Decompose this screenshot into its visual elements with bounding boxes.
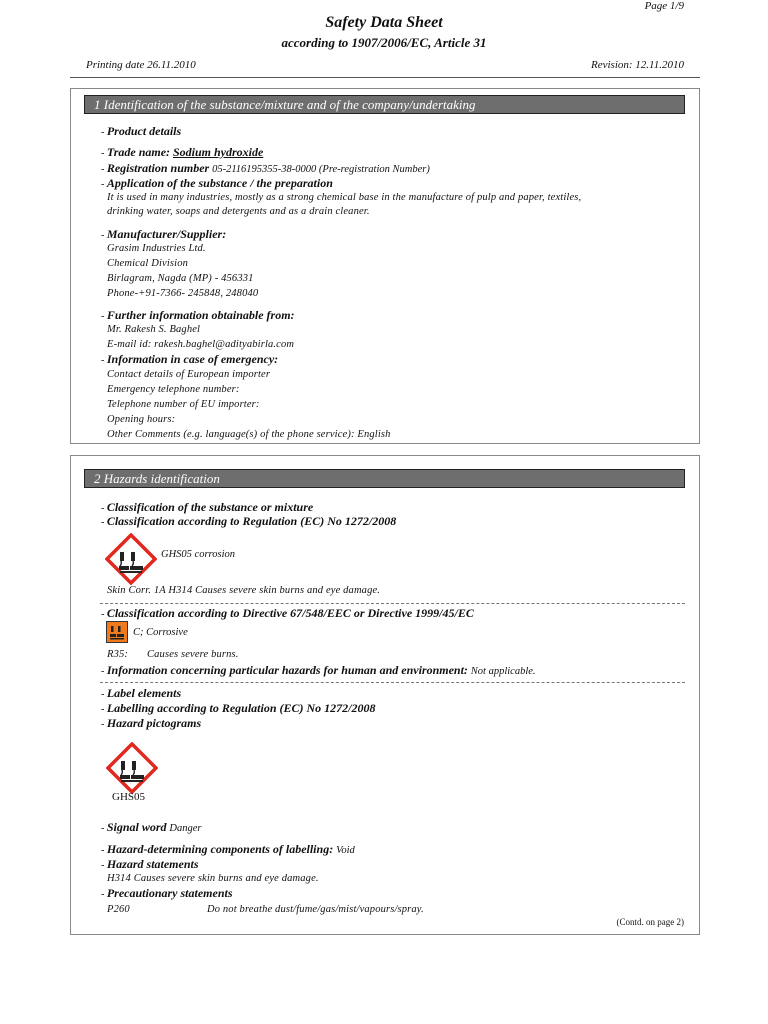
- hazard-statements-line: - Hazard statements: [101, 857, 199, 871]
- further-info-line-2: E-mail id: rakesh.baghel@adityabirla.com: [107, 339, 295, 350]
- ghs05-caption: GHS05 corrosion: [161, 549, 235, 560]
- classification-reg-label: Classification according to Regulation (EC) No 1272/2008: [106, 514, 397, 528]
- hazard-statements-text: H314 Causes severe skin burns and eye damage.: [107, 873, 319, 884]
- product-details-label: Product details: [106, 124, 182, 138]
- manufacturer-line-4: Phone-+91-7366- 245848, 248040: [107, 288, 259, 299]
- application-line: - Application of the substance / the preparation: [101, 176, 333, 190]
- hazard-statements-label: Hazard statements: [106, 857, 199, 871]
- particular-hazards-value: Not applicable.: [470, 666, 536, 677]
- page-number: Page 1/9: [644, 0, 684, 12]
- emergency-line-3: Telephone number of EU importer:: [107, 399, 260, 410]
- emergency-line-1: Contact details of European importer: [107, 369, 271, 380]
- particular-hazards-label: Information concerning particular hazards for human and environment:: [106, 663, 468, 677]
- precautionary-line: - Precautionary statements: [101, 886, 233, 900]
- skin-corr-line: Skin Corr. 1A H314 Causes severe skin burns and eye damage.: [107, 585, 381, 596]
- p260-code: P260: [107, 904, 130, 915]
- registration-line: - Registration number 05-2116195355-38-0000 (Pre-registration Number): [101, 161, 430, 175]
- classification-reg-line: - Classification according to Regulation (EC) No 1272/2008: [101, 514, 397, 528]
- labelling-reg-line: - Labelling according to Regulation (EC) No 1272/2008: [101, 701, 376, 715]
- hazard-pictograms-label: Hazard pictograms: [106, 716, 202, 730]
- registration-label: Registration number: [106, 161, 210, 175]
- emergency-line-5: Other Comments (e.g. language(s) of the phone service): English: [107, 429, 391, 440]
- r35-text: Causes severe burns.: [147, 649, 239, 660]
- header-rule: [70, 77, 700, 78]
- corrosive-caption: C; Corrosive: [133, 627, 188, 638]
- classification-line: - Classification of the substance or mixture: [101, 500, 314, 514]
- hazard-components-value: Void: [336, 845, 355, 856]
- label-elements-label: Label elements: [106, 686, 182, 700]
- p260-text: Do not breathe dust/fume/gas/mist/vapours/spray.: [207, 904, 424, 915]
- precautionary-label: Precautionary statements: [106, 886, 233, 900]
- printing-date: Printing date 26.11.2010: [86, 59, 196, 71]
- r35-code: R35:: [107, 649, 129, 660]
- signal-word-line: - Signal word Danger: [101, 820, 202, 834]
- manufacturer-label: Manufacturer/Supplier:: [106, 227, 227, 241]
- label-elements-line: - Label elements: [101, 686, 182, 700]
- further-info-label: Further information obtainable from:: [106, 308, 295, 322]
- registration-value: 05-2116195355-38-0000 (Pre-registration Number): [212, 164, 430, 175]
- divider-2: [100, 682, 685, 683]
- continued-note: (Contd. on page 2): [616, 917, 684, 927]
- signal-word-value: Danger: [169, 823, 202, 834]
- revision-date: Revision: 12.11.2010: [591, 59, 684, 71]
- emergency-line-2: Emergency telephone number:: [107, 384, 240, 395]
- product-details-line: - Product details: [101, 124, 182, 138]
- manufacturer-line-2: Chemical Division: [107, 258, 188, 269]
- manufacturer-line-1: Grasim Industries Ltd.: [107, 243, 206, 254]
- document-title: Safety Data Sheet: [325, 14, 443, 31]
- ghs05-short-label: GHS05: [112, 791, 146, 803]
- emergency-line-4: Opening hours:: [107, 414, 176, 425]
- hazard-components-label: Hazard-determining components of labelling:: [106, 842, 334, 856]
- further-info-line-1: Mr. Rakesh S. Baghel: [107, 324, 201, 335]
- directive-line: - Classification according to Directive 67/548/EEC or Directive 1999/45/EC: [101, 606, 474, 620]
- classification-label: Classification of the substance or mixture: [106, 500, 314, 514]
- hazard-pictograms-line: - Hazard pictograms: [101, 716, 202, 730]
- divider-1: [100, 603, 685, 604]
- trade-name-value: Sodium hydroxide: [172, 145, 264, 159]
- labelling-reg-label: Labelling according to Regulation (EC) No 1272/2008: [106, 701, 376, 715]
- application-text-1: It is used in many industries, mostly as a strong chemical base in the manufacture of pulp and paper, textiles,: [107, 192, 582, 203]
- document-subtitle: according to 1907/2006/EC, Article 31: [281, 35, 487, 50]
- application-text-2: drinking water, soaps and detergents and as a drain cleaner.: [107, 206, 370, 217]
- signal-word-label: Signal word: [106, 820, 167, 834]
- manufacturer-line: - Manufacturer/Supplier:: [101, 227, 227, 241]
- application-label: Application of the substance / the preparation: [106, 176, 333, 190]
- further-info-line: - Further information obtainable from:: [101, 308, 295, 322]
- section-2-box: [70, 455, 700, 935]
- emergency-line: - Information in case of emergency:: [101, 352, 279, 366]
- particular-hazards-line: - Information concerning particular hazards for human and environment: Not applicable.: [101, 663, 536, 677]
- trade-name-line: - Trade name: Sodium hydroxide: [101, 145, 264, 159]
- section-2-heading: 2 Hazards identification: [84, 469, 685, 488]
- section-1-box: [70, 88, 700, 444]
- ghs05-corrosion-icon: [105, 533, 157, 590]
- directive-label: Classification according to Directive 67/548/EEC or Directive 1999/45/EC: [106, 606, 474, 620]
- trade-name-label: Trade name:: [106, 145, 171, 159]
- section-1-heading: 1 Identification of the substance/mixture and of the company/undertaking: [84, 95, 685, 114]
- emergency-label: Information in case of emergency:: [106, 352, 279, 366]
- corrosive-symbol-icon: [106, 621, 128, 648]
- manufacturer-line-3: Birlagram, Nagda (MP) - 456331: [107, 273, 254, 284]
- hazard-components-line: - Hazard-determining components of labelling: Void: [101, 842, 355, 856]
